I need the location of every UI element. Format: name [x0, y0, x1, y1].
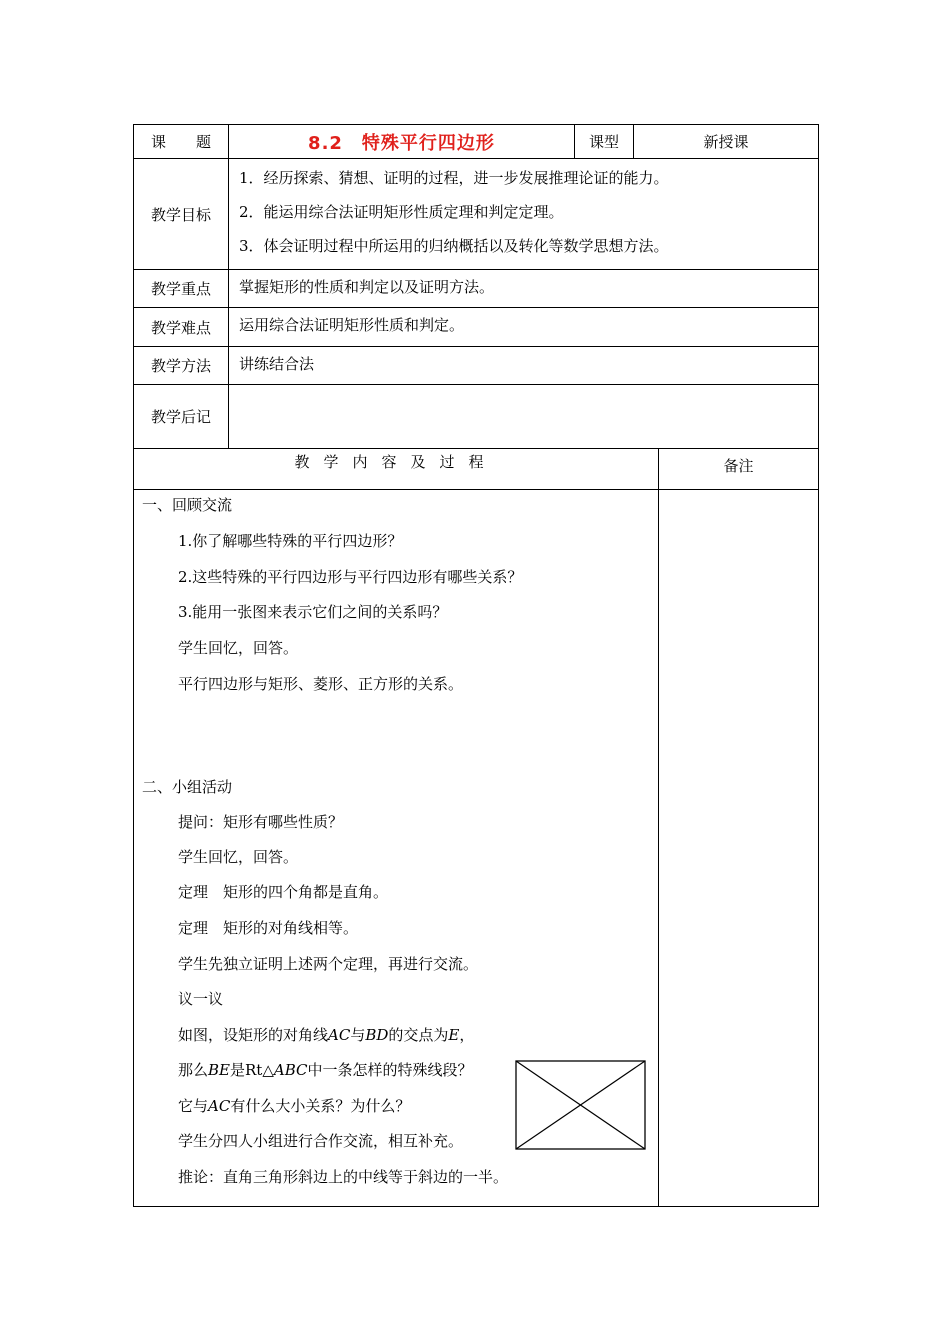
rectangle-diagonals-diagram — [515, 1060, 647, 1152]
question-1-text-d: ， — [459, 1026, 475, 1044]
method-label: 教学方法 — [134, 347, 229, 385]
question-1-text-c: 的交点为 — [388, 1026, 449, 1044]
group-line-3: 定理 矩形的四个角都是直角。 — [178, 883, 389, 901]
lesson-info-table — [133, 124, 819, 449]
difficulties-text: 运用综合法证明矩形性质和判定。 — [239, 316, 465, 334]
question-2-text-c: 中一条怎样的特殊线段？ — [307, 1061, 473, 1079]
method-cell — [229, 347, 819, 385]
remarks-header: 备注 — [659, 449, 819, 490]
key-points-text: 掌握矩形的性质和判定以及证明方法。 — [239, 278, 495, 296]
difficulties-label: 教学难点 — [134, 308, 229, 347]
lesson-title — [229, 125, 575, 159]
teaching-content-table — [133, 448, 819, 1207]
goal-item-1: 1．经历探索、猜想、证明的过程，进一步发展推理论证的能力。 — [239, 169, 669, 187]
afterword-cell — [229, 385, 819, 449]
var-e: E — [448, 1026, 460, 1044]
method-text: 讲练结合法 — [239, 355, 315, 373]
group-line-6: 议一议 — [178, 990, 224, 1008]
var-ac: AC — [328, 1026, 351, 1044]
group-line-2: 学生回忆，回答。 — [178, 848, 299, 866]
remarks-cell — [659, 490, 819, 1207]
content-cell — [134, 490, 659, 1207]
goals-label: 教学目标 — [134, 159, 229, 270]
group-line-4: 定理 矩形的对角线相等。 — [178, 919, 359, 937]
review-line-4: 学生回忆，回答。 — [178, 639, 299, 657]
var-be: BE — [208, 1061, 230, 1079]
review-line-5: 平行四边形与矩形、菱形、正方形的关系。 — [178, 675, 464, 693]
goal-item-2: 2．能运用综合法证明矩形性质定理和判定定理。 — [239, 203, 564, 221]
var-abc: ABC — [273, 1061, 308, 1079]
group-line-8: 推论：直角三角形斜边上的中线等于斜边的一半。 — [178, 1168, 509, 1186]
content-header: 教学内容及过程 — [134, 449, 659, 490]
question-2-text-b: 是Rt△ — [230, 1061, 274, 1079]
question-2-text-a: 那么 — [178, 1061, 209, 1079]
question-line-3 — [178, 1095, 410, 1116]
review-line-3: 3.能用一张图来表示它们之间的关系吗？ — [178, 603, 448, 621]
question-line-2 — [178, 1059, 473, 1080]
var-ac-2: AC — [208, 1097, 231, 1115]
question-3-text-a: 它与 — [178, 1097, 209, 1115]
topic-label: 课 题 — [134, 125, 229, 159]
group-line-7: 学生分四人小组进行合作交流，相互补充。 — [178, 1132, 464, 1150]
group-line-1: 提问：矩形有哪些性质？ — [178, 813, 344, 831]
review-line-2: 2.这些特殊的平行四边形与平行四边形有哪些关系？ — [178, 568, 523, 586]
lesson-type-value: 新授课 — [634, 125, 819, 159]
goals-cell — [229, 159, 819, 270]
goal-item-3: 3．体会证明过程中所运用的归纳概括以及转化等数学思想方法。 — [239, 237, 669, 255]
var-bd: BD — [365, 1026, 389, 1044]
group-line-5: 学生先独立证明上述两个定理，再进行交流。 — [178, 955, 479, 973]
question-line-1 — [178, 1024, 474, 1045]
section-group-title: 二、小组活动 — [142, 778, 233, 796]
lesson-title-text: 8.2 特殊平行四边形 — [308, 132, 495, 154]
question-3-text-b: 有什么大小关系？为什么？ — [230, 1097, 411, 1115]
content-body — [134, 490, 658, 1206]
question-1-text-b: 与 — [350, 1026, 366, 1044]
key-points-cell — [229, 270, 819, 308]
afterword-label: 教学后记 — [134, 385, 229, 449]
section-review-title: 一、回顾交流 — [142, 496, 233, 514]
afterword-text — [229, 385, 818, 397]
difficulties-cell — [229, 308, 819, 347]
question-1-text-a: 如图，设矩形的对角线 — [178, 1026, 329, 1044]
key-points-label: 教学重点 — [134, 270, 229, 308]
lesson-type-label: 课型 — [575, 125, 634, 159]
review-line-1: 1.你了解哪些特殊的平行四边形？ — [178, 532, 403, 550]
